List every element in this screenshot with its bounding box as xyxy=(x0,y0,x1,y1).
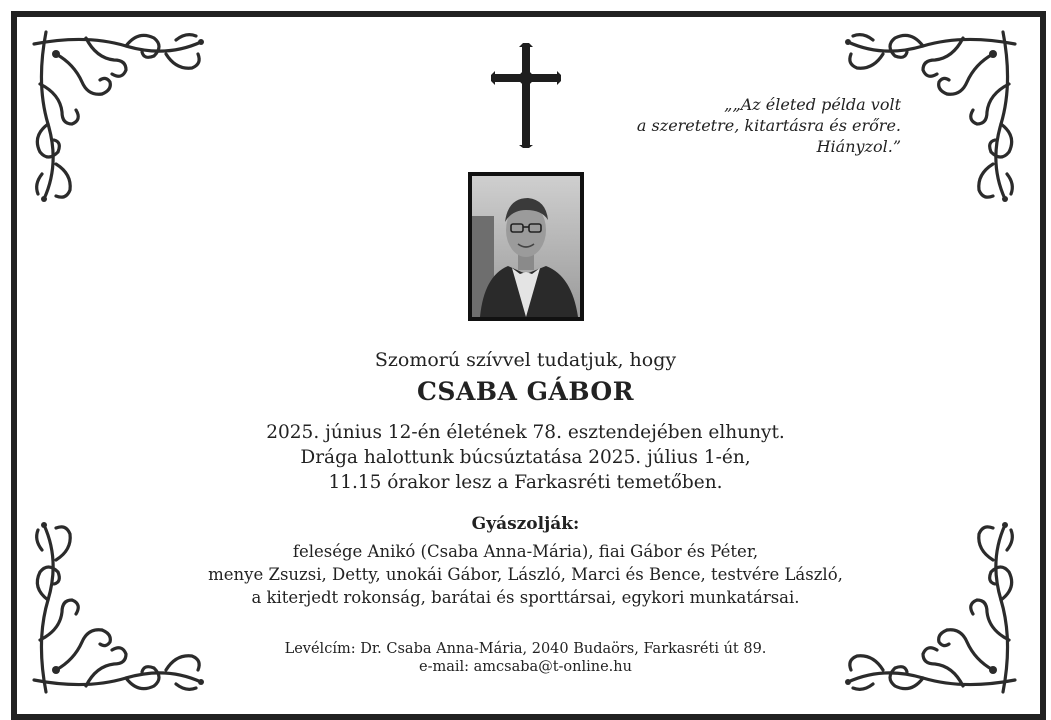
portrait-photo xyxy=(468,172,584,321)
detail-line: 2025. június 12-én életének 78. esztendejében elhunyt. xyxy=(266,422,785,443)
flourish-icon xyxy=(26,24,211,209)
quote-line-3: Hiányzol.” xyxy=(816,137,901,156)
postal-address: Levélcím: Dr. Csaba Anna-Mária, 2040 Budaörs, Farkasréti út 89. xyxy=(284,641,767,657)
memorial-quote xyxy=(637,94,901,157)
detail-line: 11.15 órakor lesz a Farkasréti temetőben. xyxy=(328,472,723,493)
mourners-line: a kiterjedt rokonság, barátai és sporttársai, egykori munkatársai. xyxy=(251,588,800,607)
death-details xyxy=(0,420,1051,495)
deceased-name: CSABA GÁBOR xyxy=(417,377,634,406)
corner-ornament-top-left xyxy=(26,24,211,209)
mourners-title: Gyászolják: xyxy=(471,514,580,534)
intro-text: Szomorú szívvel tudatjuk, hogy xyxy=(374,349,677,371)
email-address: e-mail: amcsaba@t-online.hu xyxy=(419,659,632,675)
quote-line-2: a szeretetre, kitartásra és erőre. xyxy=(636,116,901,135)
mourners-list xyxy=(0,540,1051,609)
quote-line-1: „„Az életed példa volt xyxy=(724,95,901,114)
contact-block xyxy=(0,640,1051,676)
detail-line: Drága halottunk búcsúztatása 2025. július 1-én, xyxy=(300,447,751,468)
mourners-line: felesége Anikó (Csaba Anna-Mária), fiai Gábor és Péter, xyxy=(292,542,759,561)
mourners-line: menye Zsuzsi, Detty, unokái Gábor, László, Marci és Bence, testvére László, xyxy=(208,565,843,584)
cross-icon xyxy=(491,43,561,148)
